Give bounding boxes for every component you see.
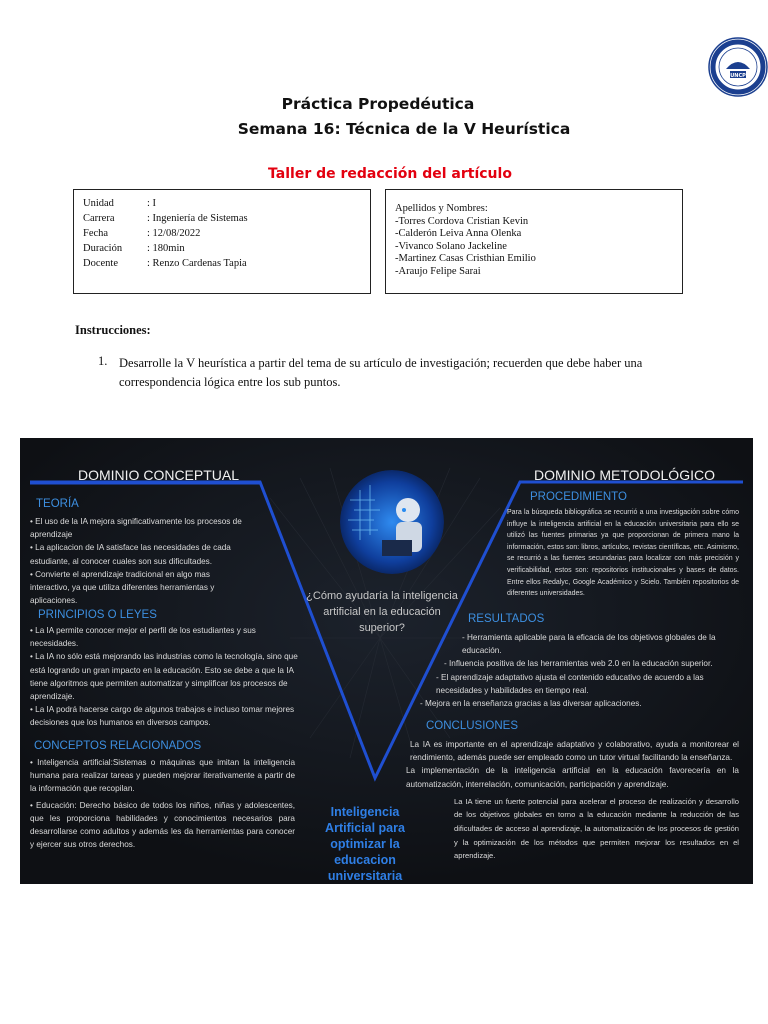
info-key: Unidad [83, 198, 114, 209]
list-item: La implementación de la inteligencia artificial en la educación favorecería en la automatización, interrelación, comunicación, participación y aprendizaje. [406, 766, 739, 789]
info-key: Duración [83, 243, 123, 254]
section-teoria: TEORÍA [36, 498, 79, 510]
info-value: : Ingeniería de Sistemas [147, 213, 248, 224]
list-item: • El uso de la IA mejora significativamente los procesos de aprendizaje [30, 517, 242, 540]
member-name: -Calderón Leiva Anna Olenka [395, 228, 522, 240]
list-item: • La aplicacion de IA satisface las necesidades de cada estudiante, al conocer cuales son sus dificultades. [30, 543, 231, 566]
list-item: • La IA podrá hacerse cargo de algunos trabajos e incluso tomar mejores decisiones que los humanos en diversos campos. [30, 705, 295, 728]
v-heuristic-graphic [20, 438, 753, 884]
list-item: • Inteligencia artificial:Sistemas o máquinas que imitan la inteligencia humana para realizar tareas y pueden mejorar iterativamente a partir de la información que recopilan. [30, 758, 295, 794]
info-row [83, 241, 361, 256]
member-name: -Martinez Casas Cristhian Emilio [395, 253, 536, 265]
info-key: Carrera [83, 213, 115, 224]
title-line-3: Taller de redacción del artículo [268, 166, 512, 182]
info-value: : I [147, 198, 157, 209]
document-subtitle [0, 120, 768, 138]
procedimiento-text: Para la búsqueda bibliográfica se recurrió a una investigación sobre cómo influye la inteligencia artificial en la educación universitaria para ello se utilizó las fuentes primarias ya que proporcionan de primera mano la información, estos son: libros, artículos, revistas científicas, etc. Asimismo, se recurrió a las fuentes secundarias para localizar con más precisión y verificabilidad, estos son: repositorios institucionales y bases de datos. Entre ellos Redalyc, Google Académico y Scielo. También repositorios de diferentes universidades. [507, 509, 739, 598]
section-conceptos: CONCEPTOS RELACIONADOS [34, 740, 202, 752]
info-key: Docente [83, 258, 118, 269]
topic-title: Inteligencia Artificial para optimizar la educacion universitaria [325, 805, 405, 883]
list-item: • La IA permite conocer mejor el perfil de los estudiantes y sus necesidades. [30, 626, 256, 649]
member-name: -Araujo Felipe Sarai [395, 265, 481, 277]
info-row [83, 226, 361, 241]
list-item: • La IA no sólo está mejorando las industrias como la tecnología, sino que está logrando un gran impacto en la educación. Esto se debe a que la IA tiene algoritmos que permiten automatizar y simplificar los procesos de aprendizaje. [30, 652, 298, 702]
teoria-list [30, 515, 250, 607]
list-item: • Convierte el aprendizaje tradicional en algo mas interactivo, ya que utiliza diferentes herramientas y aplicaciones. [30, 569, 215, 606]
robot-illustration [340, 470, 444, 574]
list-item: - Mejora en la enseñanza gracias a las diversar aplicaciones. [420, 699, 642, 709]
member-name: -Vivanco Solano Jackeline [395, 240, 507, 252]
workshop-title [0, 166, 768, 182]
section-principios: PRINCIPIOS O LEYES [38, 609, 157, 621]
list-item: La IA es importante en el aprendizaje adaptativo y colaborativo, ayuda a monitorear el rendimiento, además puede ser empleado como un tutor virtual facilitando la enseñanza. [410, 740, 739, 763]
info-row [83, 211, 361, 226]
left-domain-header: DOMINIO CONCEPTUAL [78, 467, 240, 483]
members-box [385, 189, 683, 294]
info-value: : 12/08/2022 [147, 228, 201, 239]
right-domain-header: DOMINIO METODOLÓGICO [534, 467, 715, 483]
member-name: -Torres Cordova Cristian Kevin [395, 215, 529, 227]
section-procedimiento: PROCEDIMIENTO [530, 491, 627, 503]
conceptos-list [30, 756, 295, 851]
info-row [83, 196, 361, 211]
instruction-text: Desarrolle la V heurística a partir del tema de su artículo de investigación; recuerden que debe haber una correspondencia lógica entre los sub puntos. [119, 356, 643, 389]
list-item: • Educación: Derecho básico de todos los niños, niñas y adolescentes, que les proporciona habilidades y conocimientos necesarios para desarrollarse como adultos y además les da herramientas para conocer y ejercer sus otros derechos. [30, 800, 295, 850]
instruction-number: 1. [98, 354, 108, 368]
document-title [0, 95, 768, 113]
info-value: : 180min [147, 243, 185, 254]
list-item: La IA tiene un fuerte potencial para acelerar el proceso de realización y desarrollo de los objetivos globales en torno a la educación mediante la reducción de las dificultades de acceso al aprendizaje, la automatización de los procesos de gestión y la optimización de los métodos que permiten mejorar los resultados en el aprendizaje. [454, 796, 739, 861]
central-question: ¿Cómo ayudaría la inteligencia artificial en la educación superior? [306, 590, 458, 634]
conclusiones-list [406, 738, 739, 863]
resultados-list [420, 631, 742, 710]
instructions-title: Instrucciones: [75, 323, 151, 337]
list-item: - Influencia positiva de las herramientas web 2.0 en la educación superior. [444, 659, 713, 669]
section-resultados: RESULTADOS [468, 613, 545, 625]
list-item: - El aprendizaje adaptativo ajusta el contenido educativo de acuerdo a las necesidades y habilidades en tiempo real. [436, 672, 704, 695]
members-label: Apellidos y Nombres: [395, 203, 488, 214]
title-line-2: Semana 16: Técnica de la V Heurística [237, 120, 571, 138]
section-conclusiones: CONCLUSIONES [426, 720, 519, 732]
info-row [83, 256, 361, 271]
title-line-1: Práctica Propedéutica [281, 95, 475, 113]
principios-list [30, 624, 308, 730]
svg-text:UNCP: UNCP [730, 73, 746, 79]
list-item: - Herramienta aplicable para la eficacia de los objetivos globales de la educación. [462, 633, 716, 656]
university-logo [708, 35, 768, 99]
course-info-box [73, 189, 371, 294]
info-key: Fecha [83, 228, 109, 239]
info-value: : Renzo Cardenas Tapia [147, 258, 247, 269]
